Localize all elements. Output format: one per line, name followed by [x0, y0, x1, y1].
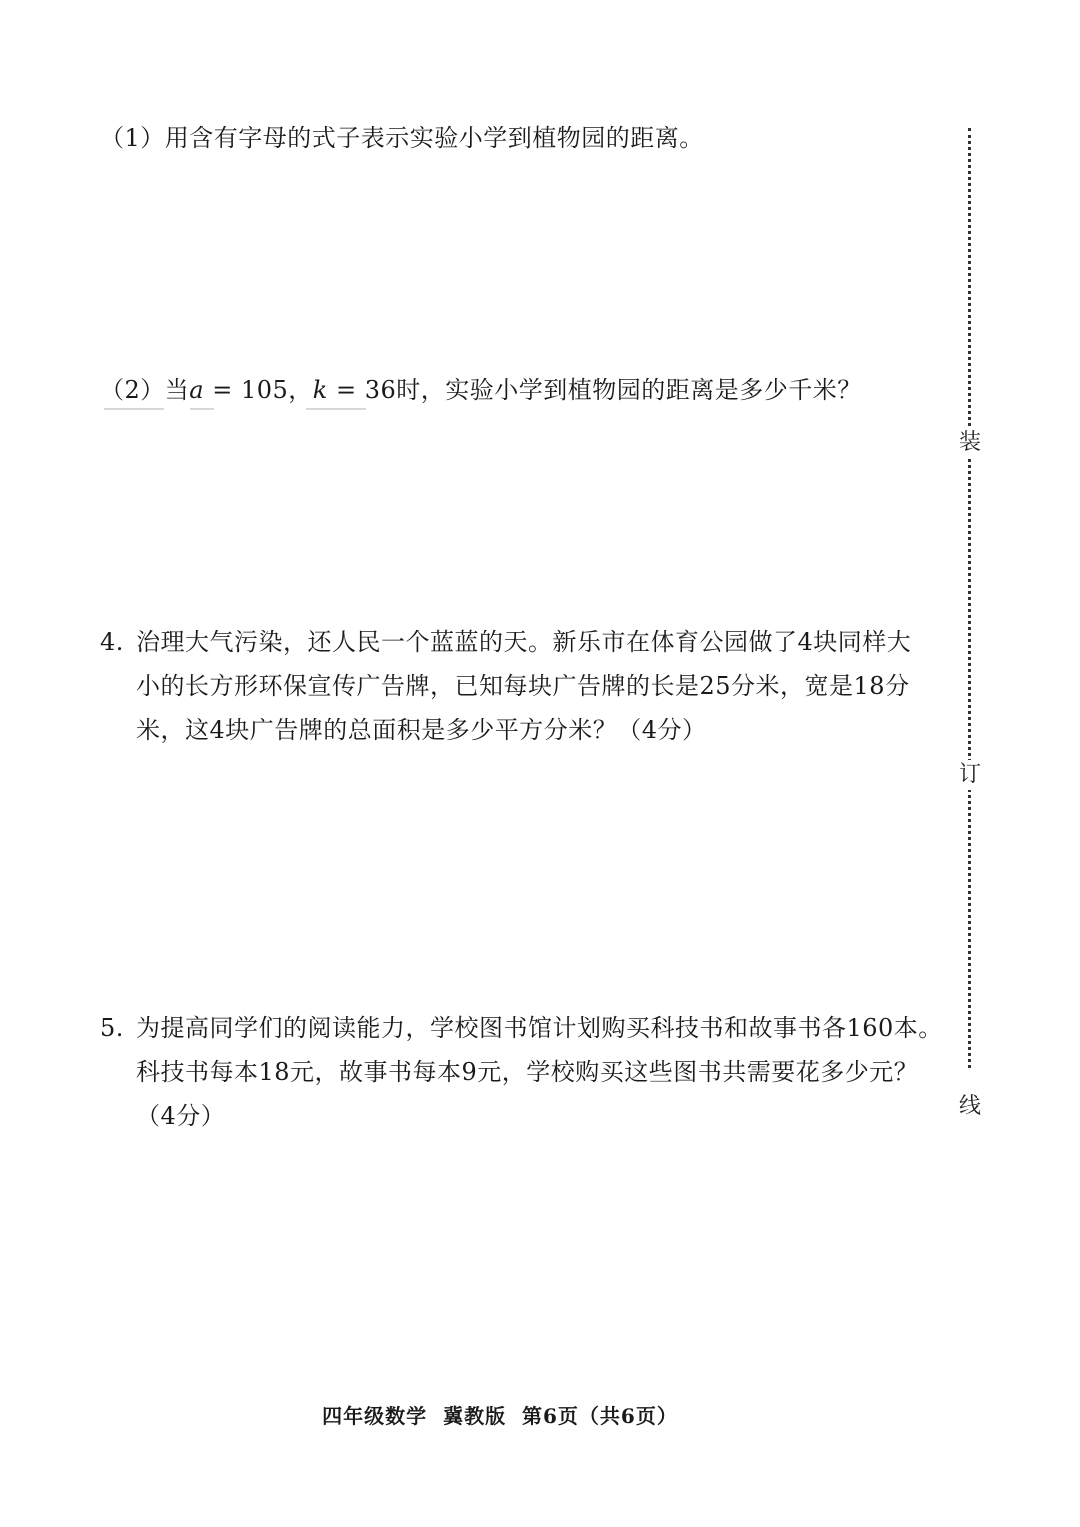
question-1: [100, 116, 704, 160]
binding-char-xian: 线: [957, 1092, 983, 1122]
question-5: [100, 1006, 943, 1138]
question-4-line-1: 4. 治理大气污染，还人民一个蓝蓝的天。新乐市在体育公园做了4块同样大: [100, 620, 911, 664]
scan-smudge: [104, 408, 164, 410]
question-4-line-2: 小的长方形环保宣传广告牌，已知每块广告牌的长是25分米，宽是18分: [136, 672, 910, 700]
question-5-line-3: （4分）: [136, 1102, 226, 1130]
question-2: [100, 368, 862, 412]
question-2-suffix: = 36时，实验小学到植物园的距离是多少千米？: [327, 376, 862, 404]
binding-char-zhuang: 装: [957, 428, 983, 458]
scan-smudge: [306, 408, 366, 410]
question-5-line-2: 科技书每本18元，故事书每本9元，学校购买这些图书共需要花多少元？: [136, 1058, 919, 1086]
question-5-number: 5.: [100, 1014, 124, 1042]
binding-char-ding: 订: [957, 760, 983, 790]
question-4: [100, 620, 911, 752]
question-1-text: （1）用含有字母的式子表示实验小学到植物园的距离。: [100, 124, 704, 152]
question-4-number: 4.: [100, 628, 124, 656]
scan-smudge: [190, 408, 214, 410]
question-2-prefix: （2）当: [100, 376, 190, 404]
page-footer: 四年级数学 冀教版 第6页（共6页）: [322, 1404, 678, 1428]
variable-a: a: [189, 376, 205, 404]
binding-dotted-line: [968, 128, 971, 1068]
question-4-line-3: 米，这4块广告牌的总面积是多少平方分米？（4分）: [136, 716, 707, 744]
question-5-line-1: 5. 为提高同学们的阅读能力，学校图书馆计划购买科技书和故事书各160本。: [100, 1006, 943, 1050]
variable-k: k: [312, 376, 328, 404]
question-2-mid: = 105，: [204, 376, 313, 404]
